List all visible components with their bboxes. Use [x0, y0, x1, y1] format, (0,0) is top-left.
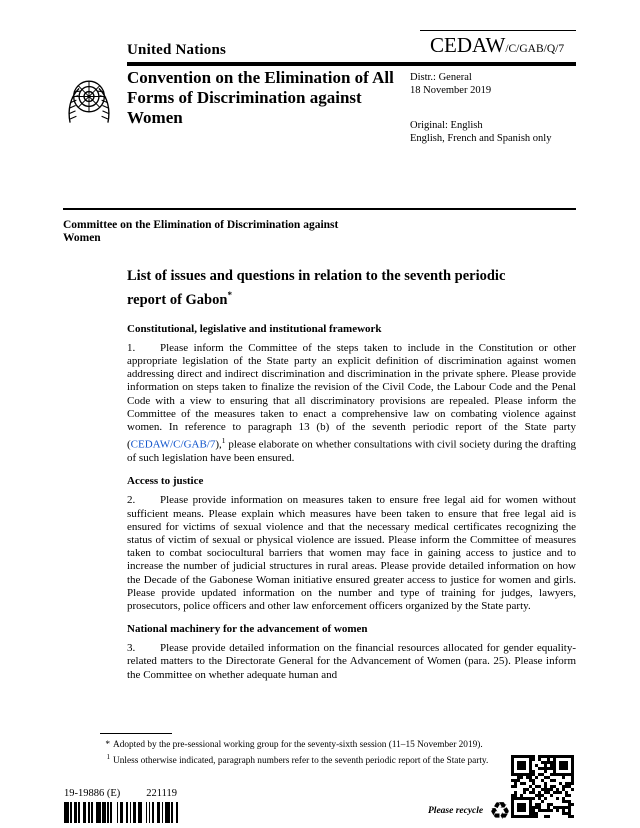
committee-name: Committee on the Elimination of Discrimination against Women	[63, 219, 339, 244]
section-heading-constitutional: Constitutional, legislative and institutional framework	[127, 322, 382, 335]
section-heading-national-machinery: National machinery for the advancement of women	[127, 623, 368, 636]
section-heading-access-to-justice: Access to justice	[127, 475, 204, 488]
document-id	[64, 788, 177, 799]
doc-id-date-code: 221119	[146, 788, 178, 799]
paragraph-text: please elaborate on whether consultations with civil society during the drafting of such legislation have been ensured.	[127, 438, 576, 465]
recycle-block	[428, 799, 511, 823]
doc-id-number: 19-19886 (E)	[64, 788, 121, 799]
footnote-marker: 1	[106, 753, 110, 761]
paragraph-text: ),	[215, 438, 222, 451]
footnote-asterisk	[100, 739, 576, 751]
document-link[interactable]: CEDAW/C/GAB/7	[130, 438, 216, 451]
masthead	[127, 30, 576, 66]
recycle-label: Please recycle	[428, 806, 484, 816]
footnote-1	[100, 751, 576, 767]
document-title: Convention on the Elimination of All Forms of Discrimination against Women	[127, 68, 394, 127]
paragraph-3	[127, 642, 576, 682]
un-emblem-icon	[62, 72, 116, 130]
distribution-block	[410, 71, 551, 145]
barcode	[64, 802, 194, 823]
un-emblem	[62, 72, 116, 135]
document-symbol-suffix: /C/GAB/Q/7	[505, 43, 565, 55]
paragraph-number: 2.	[127, 494, 136, 507]
footnote-text: Unless otherwise indicated, paragraph numbers refer to the seventh periodic report of the State party.	[113, 756, 489, 767]
footnote-marker: *	[105, 740, 110, 750]
distr-line: Distr.: General	[410, 72, 472, 83]
languages-line: English, French and Spanish only	[410, 133, 552, 144]
footnote-text: Adopted by the pre-sessional working group for the seventy-sixth session (11–15 November 2019).	[113, 740, 483, 750]
footnote-ref-1: 1	[221, 436, 226, 446]
page-title-text: List of issues and questions in relation to the seventh periodic report of Gabon	[127, 268, 506, 308]
document-symbol	[420, 30, 576, 59]
section-rule	[63, 208, 576, 210]
original-language-line: Original: English	[410, 120, 483, 131]
title-footnote-ref: *	[227, 290, 232, 300]
footnotes	[100, 733, 576, 767]
document-symbol-main: CEDAW	[430, 33, 506, 57]
document-body	[127, 267, 576, 733]
footnote-separator	[100, 733, 172, 734]
paragraph-number: 3.	[127, 642, 136, 655]
org-name: United Nations	[127, 42, 227, 58]
paragraph-text: Please inform the Committee of the steps taken to include in the Constitution or other appropriate legislation of the State party an explicit definition of discrimination against women addressing direct and indirect discrimination and discrimination in the private sphere. Please provide information on steps taken to finalize the revision of the Civil Code, the Labour Code and the Penal Code with a view to ensuring that all discriminatory provisions are repealed. Please inform the Committee of the measures taken to enact a comprehensive law on combating violence against women. In reference to paragraph 13 (b) of the seventh periodic report of the State party (	[127, 341, 576, 451]
recycle-icon: ♻	[489, 797, 511, 825]
page-title	[127, 267, 547, 310]
qr-code	[511, 755, 577, 821]
date-line: 18 November 2019	[410, 85, 492, 96]
distr-spacer	[410, 97, 551, 119]
paragraph-number: 1.	[127, 341, 136, 354]
paragraph-2	[127, 494, 576, 613]
paragraph-text: Please provide information on measures taken to ensure free legal aid for women without sufficient means. Please explain which measures have been taken to ensure that free legal aid is ensured for victims of sexual violence and that the necessary medical certificates recognizing the status of victim of sexual or physical violence are issued. Please inform the Committee of measures taken to combat sociocultural barriers that women may face in gaining access to justice and to increase the number of judicial structures in rural areas. Please provide detailed information on how the Decade of the Gabonese Woman initiative ensured greater access to justice for women and girls. Please provide updated information on the number and type of training for judges, lawyers, prosecutors, police officers and other law enforcement officers organized by the State party.	[127, 494, 576, 612]
paragraph-text: Please provide detailed information on the financial resources allocated for gender equality-related matters to the Directorate General for the Advancement of Women (para. 25). Please inform the Committee on whether adequate human and	[127, 642, 576, 681]
paragraph-1	[127, 342, 576, 465]
